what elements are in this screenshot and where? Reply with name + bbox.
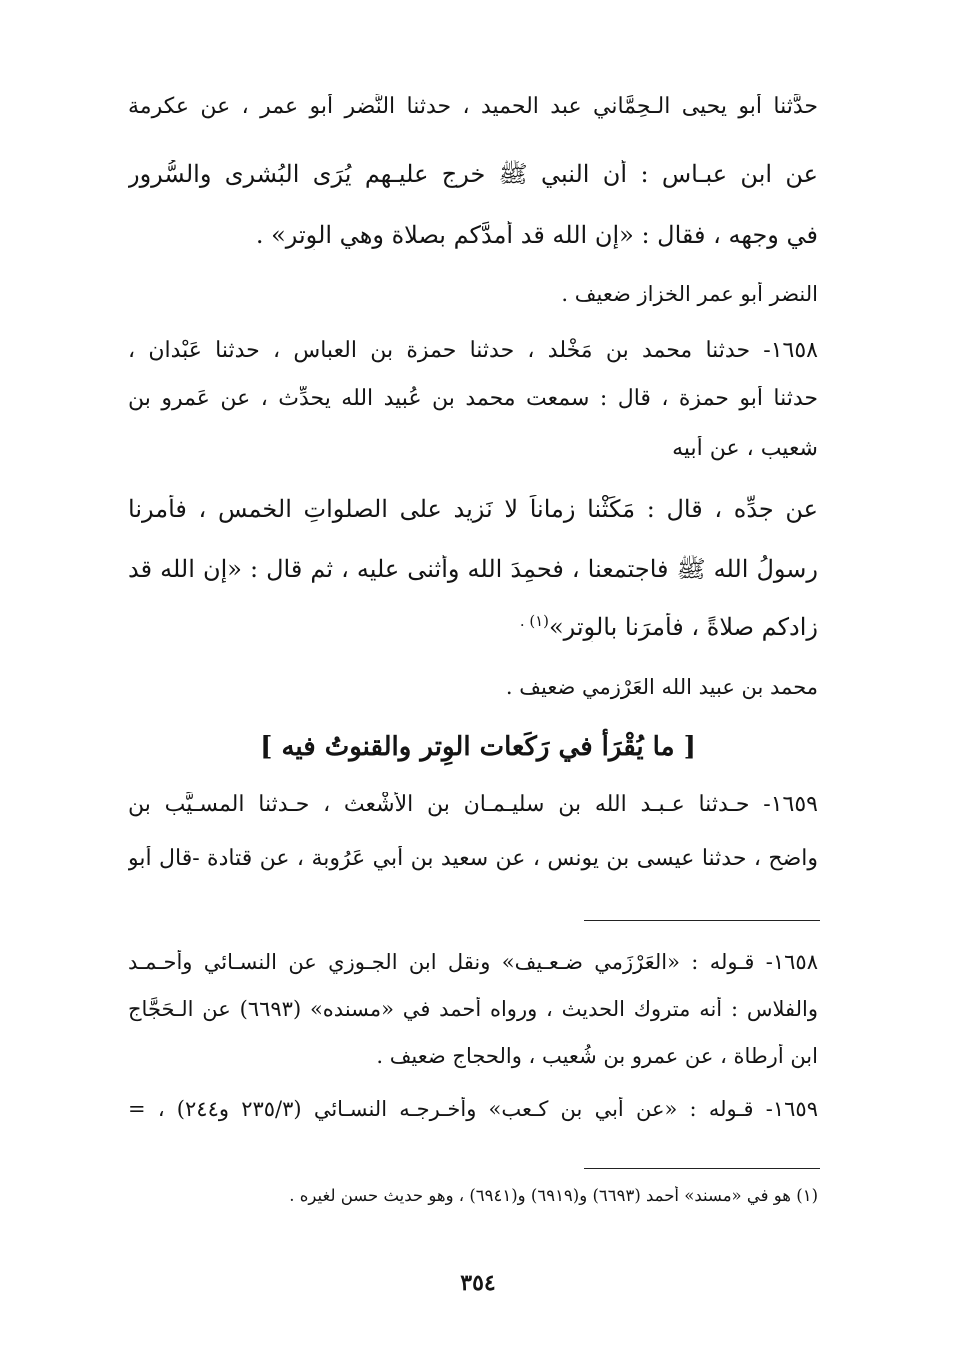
footnote: (١) هو في «مسند» أحمد (٦٦٩٣) و(٦٩١٩) و(٦٩٤١) ، وهو حديث حسن لغيره . <box>289 1186 818 1205</box>
narrator-note-2: محمد بن عبيد الله العَرْزمي ضعيف . <box>505 675 818 699</box>
hadith-1658-text-2: رسولُ الله ﷺ فاجتمعنا ، فحمِدَ الله وأثنى عليه ، ثم قال : «إن الله قد <box>128 555 818 583</box>
text-line-3: في وجهه ، فقال : «إن الله قد أمدَّكم بصلاة وهي الوِتر» . <box>255 221 818 249</box>
narrator-note-1: النضر أبو عمر الخزاز ضعيف . <box>561 282 818 306</box>
hadith-1659-line-2: واضح ، حدثنا عيسى بن يونس ، عن سعيد بن أبي عَرُوبة ، عن قتادة -قال أبو <box>128 846 818 871</box>
text-line-2: عن ابن عبـاس : أن النبي ﷺ خرج عليـهم يُرَى البُشرى والسُّرور <box>128 160 818 188</box>
hadith-1658-text-3: زادكم صلاةً ، فأمرَنا بالوِتر»$^{(١) .}$ <box>519 613 818 641</box>
commentary-separator <box>584 920 820 921</box>
commentary-line-2: والفلاس : أنه متروك الحديث ، ورواه أحمد في «مسنده» (٦٦٩٣) عن الـحَجَّاج <box>128 997 818 1021</box>
hadith-1659-line-1: ١٦٥٩- حـدثنا عـبـد الله بن سليـمـان بن الأشْعث ، حـدثنا المسـيَّب بن <box>128 792 818 817</box>
commentary-line-1: ١٦٥٨- قـوله : «العَرْزَمي ضـعـيف» ونقل ابن الجـوزي عن النسـائي وأحـمـد <box>128 950 818 974</box>
commentary-line-3: ابن أرطاة ، عن عمرو بن شُعيب ، والحجاج ضعيف . <box>376 1044 818 1068</box>
text-line-1: حدَّثنا أبو يحيى الـحِمَّاني عبد الحميد ، حدثنا النَّضر أبو عمر ، عن عكرمة <box>128 94 818 119</box>
hadith-1658-line-3: شعيب ، عن أبيه <box>672 436 818 461</box>
page-number: ٣٥٤ <box>460 1270 496 1296</box>
commentary-line-4: ١٦٥٩- قـوله : «عن أبي بن كـعب» وأخـرجـه النسـائي (٢٣٥/٣ و٢٤٤) ، = <box>128 1097 818 1121</box>
hadith-1658-line-1: ١٦٥٨- حدثنا محمد بن مَخْلد ، حدثنا حمزة بن العباس ، حدثنا عَبْدان ، <box>128 338 818 363</box>
footnote-marker: (١) . <box>519 613 549 630</box>
footnote-separator <box>584 1168 820 1169</box>
hadith-1658-line-2: حدثنا أبو حمزة ، قال : سمعت محمد بن عُبيد الله يحدِّث ، عن عَمرو بن <box>128 386 818 411</box>
hadith-1658-text-1: عن جدِّه ، قال : مَكَثْنا زماناً لا نَزيد على الصلواتِ الخمس ، فأمرنا <box>128 495 818 523</box>
section-heading: [ ما يُقْرَأ في رَكَعات الوِتر والقنوتُ فيه ] <box>260 732 696 762</box>
